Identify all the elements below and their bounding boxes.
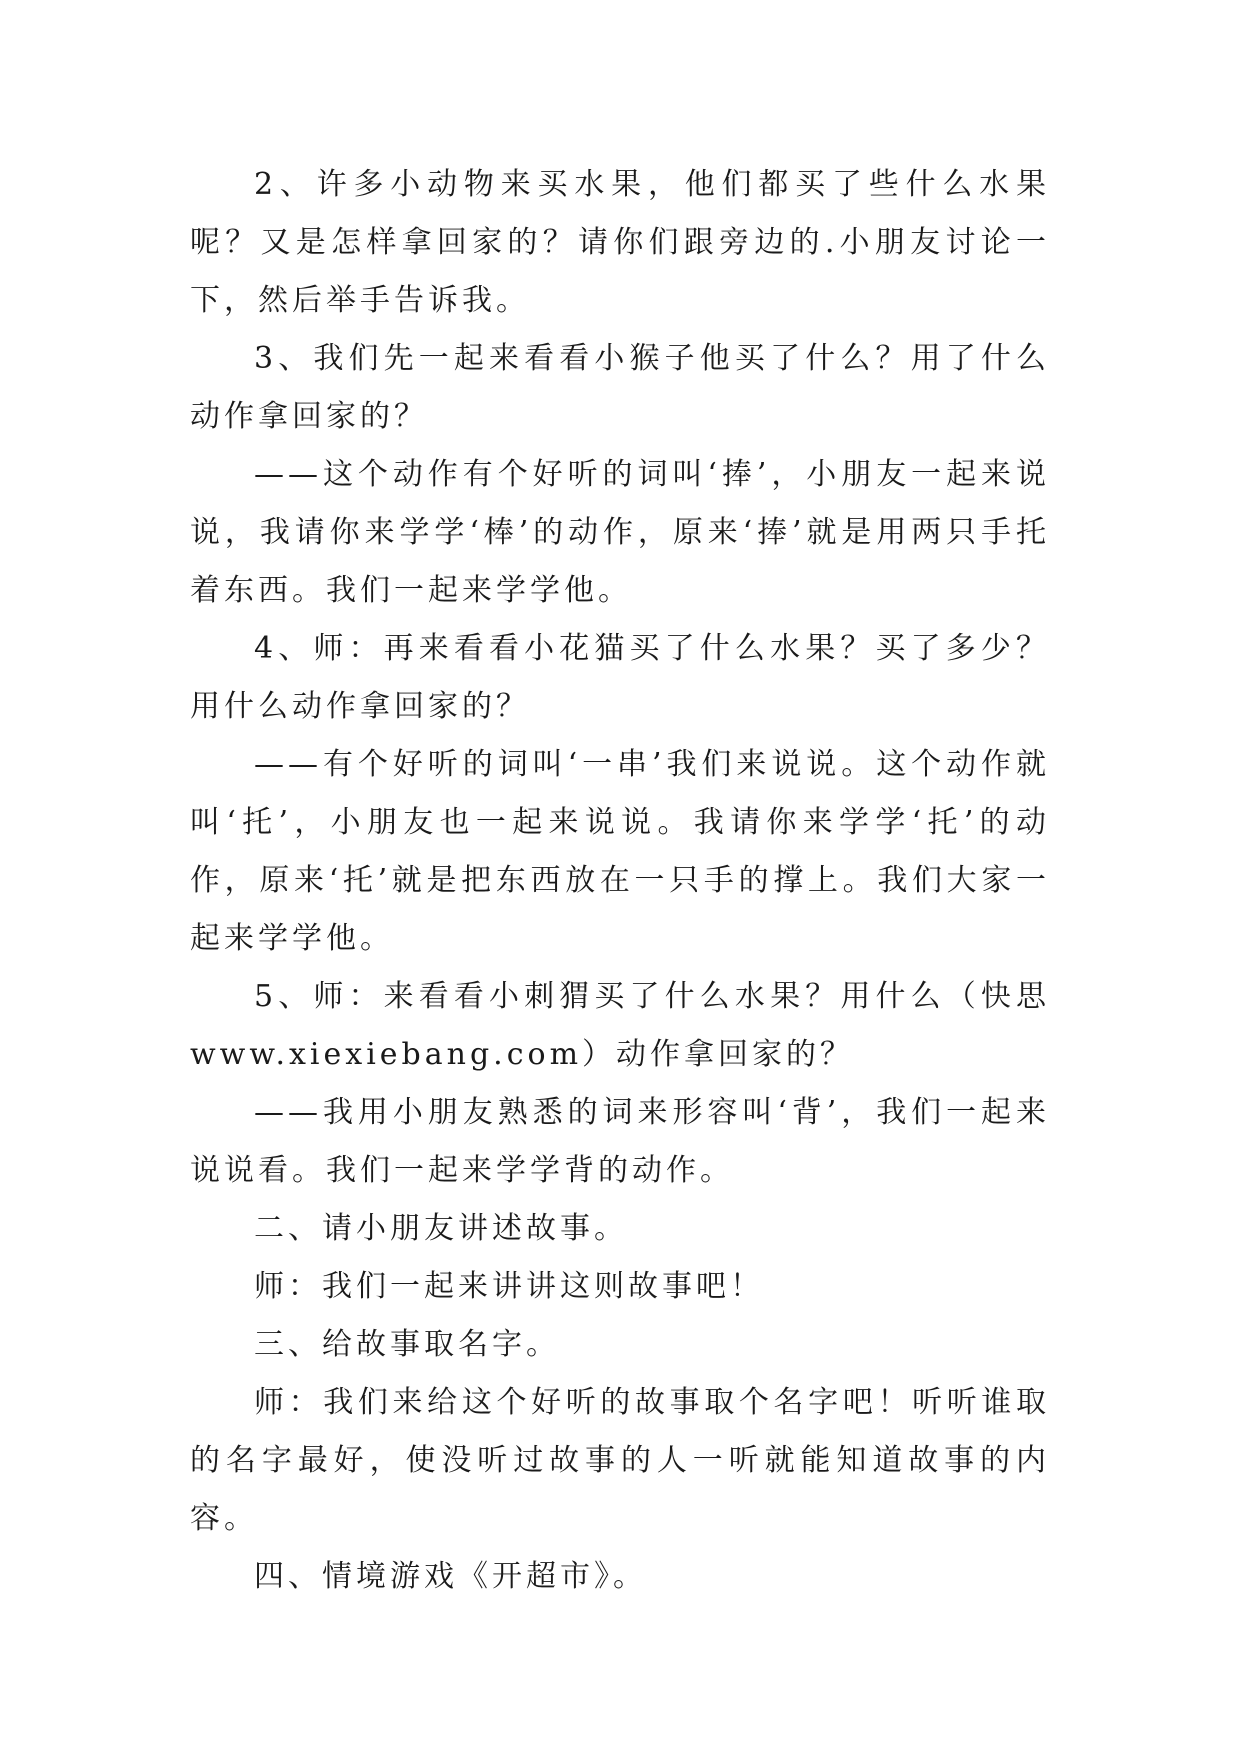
paragraph-teacher-storytelling: 师：我们一起来讲讲这则故事吧！	[254, 1269, 764, 1304]
section-heading-game: 四、情境游戏《开超市》。	[254, 1559, 647, 1594]
document-body	[190, 156, 1050, 1606]
paragraph-tuo-action: ——有个好听的词叫‘一串’我们来说说。这个动作就叫‘托’，小朋友也一起来说说。我请你来学学‘托’的动作，原来‘托’就是把东西放在一只手的撑上。我们大家一起来学学他。	[190, 747, 1050, 956]
paragraph-monkey-question: 3、我们先一起来看看小猴子他买了什么？用了什么动作拿回家的？	[190, 341, 1050, 434]
section-heading-naming: 三、给故事取名字。	[254, 1327, 560, 1362]
paragraph-discussion-question: 2、许多小动物来买水果，他们都买了些什么水果呢？又是怎样拿回家的？请你们跟旁边的.小朋友讨论一下，然后举手告诉我。	[190, 167, 1050, 318]
section-heading-storytelling: 二、请小朋友讲述故事。	[254, 1211, 628, 1246]
paragraph-hedgehog-question: 5、师：来看看小刺猬买了什么水果？用什么（快思www.xiexiebang.com）动作拿回家的？	[190, 979, 1050, 1072]
paragraph-cat-question: 4、师：再来看看小花猫买了什么水果？买了多少？用什么动作拿回家的？	[190, 631, 1050, 724]
paragraph-peng-action: ——这个动作有个好听的词叫‘捧’，小朋友一起来说说，我请你来学学‘棒’的动作，原来‘捧’就是用两只手托着东西。我们一起来学学他。	[190, 457, 1050, 608]
paragraph-bei-action: ——我用小朋友熟悉的词来形容叫‘背’，我们一起来说说看。我们一起来学学背的动作。	[190, 1095, 1050, 1188]
paragraph-teacher-naming: 师：我们来给这个好听的故事取个名字吧！听听谁取的名字最好，使没听过故事的人一听就能知道故事的内容。	[190, 1385, 1050, 1536]
